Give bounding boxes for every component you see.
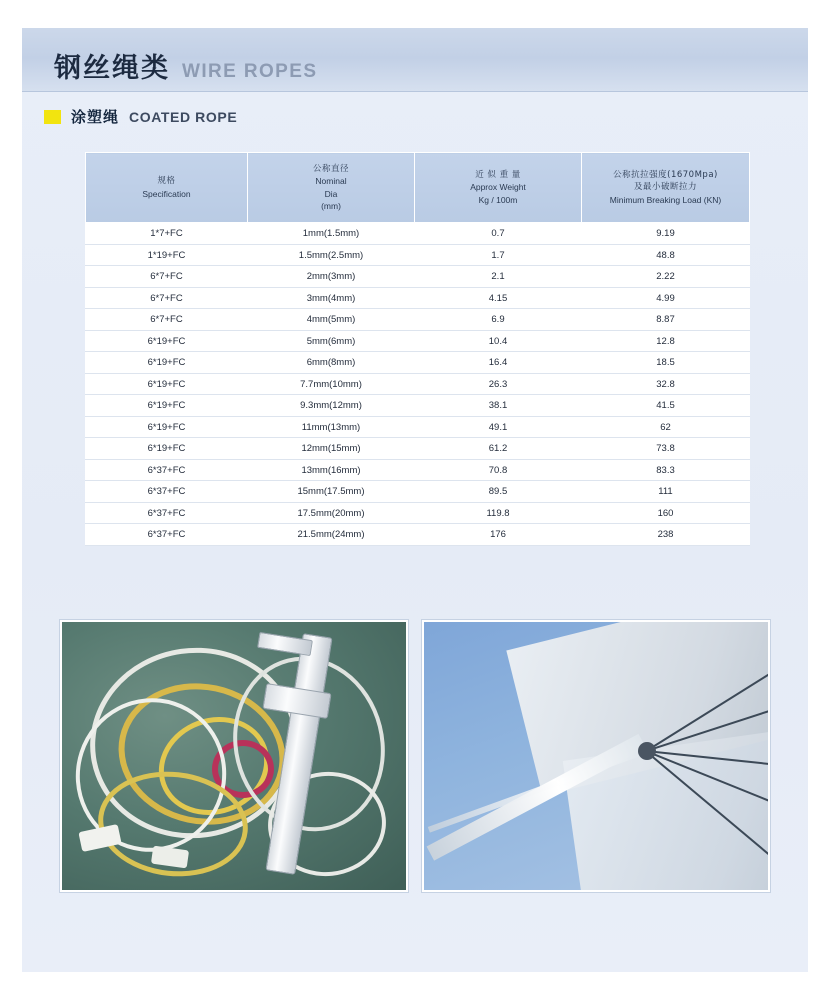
cell-specification: 6*7+FC bbox=[86, 287, 248, 309]
cell-approx-weight: 16.4 bbox=[415, 352, 582, 374]
header-title-group bbox=[54, 46, 317, 85]
cell-specification: 6*7+FC bbox=[86, 309, 248, 331]
table-header bbox=[86, 153, 750, 223]
table-row bbox=[86, 287, 750, 309]
cell-approx-weight: 70.8 bbox=[415, 459, 582, 481]
cell-breaking-load: 32.8 bbox=[582, 373, 750, 395]
table-row bbox=[86, 459, 750, 481]
cell-specification: 1*7+FC bbox=[86, 223, 248, 245]
cell-breaking-load: 73.8 bbox=[582, 438, 750, 460]
cell-approx-weight: 1.7 bbox=[415, 244, 582, 266]
cell-breaking-load: 83.3 bbox=[582, 459, 750, 481]
cell-specification: 6*19+FC bbox=[86, 373, 248, 395]
cell-approx-weight: 26.3 bbox=[415, 373, 582, 395]
cell-approx-weight: 38.1 bbox=[415, 395, 582, 417]
col-header-specification-en: Specification bbox=[142, 188, 191, 199]
cell-specification: 6*19+FC bbox=[86, 352, 248, 374]
cell-nominal-dia: 5mm(6mm) bbox=[248, 330, 415, 352]
header-band bbox=[22, 28, 808, 92]
col-header-approx-weight bbox=[415, 153, 582, 223]
crane-mast-cables-photo bbox=[422, 620, 770, 892]
cell-nominal-dia: 9.3mm(12mm) bbox=[248, 395, 415, 417]
cell-specification: 6*37+FC bbox=[86, 481, 248, 503]
col-header-nominal-dia-en2: Dia bbox=[324, 188, 338, 199]
table-row bbox=[86, 502, 750, 524]
cell-breaking-load: 9.19 bbox=[582, 223, 750, 245]
cell-approx-weight: 2.1 bbox=[415, 266, 582, 288]
cell-approx-weight: 4.15 bbox=[415, 287, 582, 309]
cell-breaking-load: 160 bbox=[582, 502, 750, 524]
cell-breaking-load: 41.5 bbox=[582, 395, 750, 417]
table-row bbox=[86, 524, 750, 546]
col-header-nominal-dia-cn: 公称直径 bbox=[312, 164, 349, 174]
cell-nominal-dia: 7.7mm(10mm) bbox=[248, 373, 415, 395]
cell-breaking-load: 8.87 bbox=[582, 309, 750, 331]
coated-ropes-with-caliper-photo bbox=[60, 620, 408, 892]
table-row bbox=[86, 309, 750, 331]
cell-breaking-load: 111 bbox=[582, 481, 750, 503]
table-header-row bbox=[86, 153, 750, 223]
cell-approx-weight: 119.8 bbox=[415, 502, 582, 524]
cell-approx-weight: 49.1 bbox=[415, 416, 582, 438]
col-header-approx-weight-unit: Kg / 100m bbox=[478, 194, 518, 205]
table-row bbox=[86, 223, 750, 245]
cell-approx-weight: 89.5 bbox=[415, 481, 582, 503]
cell-nominal-dia: 2mm(3mm) bbox=[248, 266, 415, 288]
cell-nominal-dia: 1.5mm(2.5mm) bbox=[248, 244, 415, 266]
cell-breaking-load: 18.5 bbox=[582, 352, 750, 374]
section-heading bbox=[44, 106, 237, 127]
col-header-specification bbox=[86, 153, 248, 223]
table-row bbox=[86, 481, 750, 503]
cable-anchor-node bbox=[638, 742, 656, 760]
cell-nominal-dia: 21.5mm(24mm) bbox=[248, 524, 415, 546]
col-header-breaking-load-cn2: 及最小破断拉力 bbox=[633, 182, 697, 193]
page-title-en: WIRE ROPES bbox=[182, 61, 318, 82]
table-row bbox=[86, 266, 750, 288]
cell-nominal-dia: 1mm(1.5mm) bbox=[248, 223, 415, 245]
cell-specification: 6*37+FC bbox=[86, 502, 248, 524]
spec-table-wrapper bbox=[85, 152, 749, 546]
page-title-cn: 钢丝绳类 bbox=[54, 53, 170, 84]
cell-specification: 6*37+FC bbox=[86, 524, 248, 546]
col-header-nominal-dia-en: Nominal bbox=[315, 176, 347, 187]
col-header-breaking-load-cn: 公称抗拉强度(1670Mpa) bbox=[613, 170, 718, 181]
col-header-breaking-load-en: Minimum Breaking Load (KN) bbox=[609, 194, 722, 205]
cell-specification: 6*19+FC bbox=[86, 416, 248, 438]
table-row bbox=[86, 352, 750, 374]
cell-nominal-dia: 11mm(13mm) bbox=[248, 416, 415, 438]
col-header-specification-cn: 规格 bbox=[157, 176, 176, 187]
cell-nominal-dia: 6mm(8mm) bbox=[248, 352, 415, 374]
cell-specification: 6*19+FC bbox=[86, 330, 248, 352]
cell-nominal-dia: 15mm(17.5mm) bbox=[248, 481, 415, 503]
photo-row bbox=[60, 620, 770, 892]
table-row bbox=[86, 330, 750, 352]
cell-specification: 6*7+FC bbox=[86, 266, 248, 288]
cell-breaking-load: 4.99 bbox=[582, 287, 750, 309]
cell-specification: 6*19+FC bbox=[86, 395, 248, 417]
col-header-breaking-load bbox=[582, 153, 750, 223]
table-body bbox=[86, 223, 750, 546]
cell-approx-weight: 10.4 bbox=[415, 330, 582, 352]
cell-breaking-load: 12.8 bbox=[582, 330, 750, 352]
cell-breaking-load: 48.8 bbox=[582, 244, 750, 266]
col-header-approx-weight-cn: 近 似 重 量 bbox=[475, 170, 521, 181]
cell-specification: 6*19+FC bbox=[86, 438, 248, 460]
cell-approx-weight: 61.2 bbox=[415, 438, 582, 460]
cell-nominal-dia: 3mm(4mm) bbox=[248, 287, 415, 309]
cell-nominal-dia: 4mm(5mm) bbox=[248, 309, 415, 331]
cell-nominal-dia: 13mm(16mm) bbox=[248, 459, 415, 481]
table-row bbox=[86, 373, 750, 395]
table-row bbox=[86, 395, 750, 417]
col-header-nominal-dia-unit: (mm) bbox=[321, 200, 341, 211]
col-header-nominal-dia bbox=[248, 153, 415, 223]
cell-approx-weight: 176 bbox=[415, 524, 582, 546]
section-title-en: COATED ROPE bbox=[129, 108, 238, 125]
cell-approx-weight: 6.9 bbox=[415, 309, 582, 331]
cell-breaking-load: 238 bbox=[582, 524, 750, 546]
cell-nominal-dia: 17.5mm(20mm) bbox=[248, 502, 415, 524]
cell-specification: 6*37+FC bbox=[86, 459, 248, 481]
page-footer-space bbox=[22, 912, 808, 972]
cell-approx-weight: 0.7 bbox=[415, 223, 582, 245]
cell-breaking-load: 2.22 bbox=[582, 266, 750, 288]
section-title-cn: 涂塑绳 bbox=[71, 108, 120, 126]
col-header-approx-weight-en: Approx Weight bbox=[470, 182, 526, 193]
cell-specification: 1*19+FC bbox=[86, 244, 248, 266]
cell-nominal-dia: 12mm(15mm) bbox=[248, 438, 415, 460]
spec-table bbox=[85, 152, 750, 546]
table-row bbox=[86, 244, 750, 266]
table-row bbox=[86, 416, 750, 438]
cell-breaking-load: 62 bbox=[582, 416, 750, 438]
yellow-square-icon bbox=[44, 110, 61, 124]
catalog-sheet bbox=[22, 28, 808, 972]
table-row bbox=[86, 438, 750, 460]
